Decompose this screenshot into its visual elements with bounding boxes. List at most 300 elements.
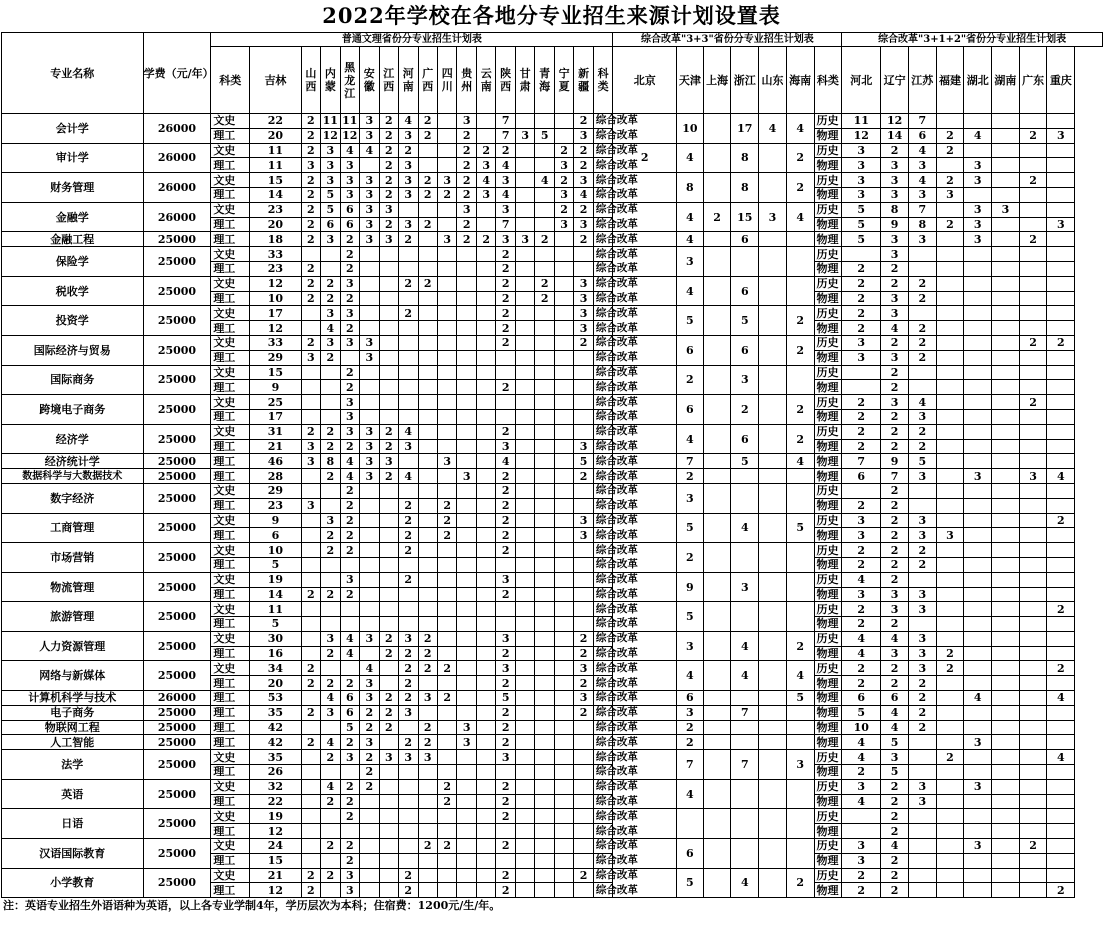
plan-count: 3 [842,335,881,350]
plan-count [418,321,437,336]
plan-count [1019,602,1047,617]
plan-count [936,572,964,587]
plan-count [992,350,1020,365]
plan-count: 2 [496,483,515,498]
reform-type: 综合改革 [593,173,613,188]
plan-count [399,365,418,380]
major-fee: 25000 [143,247,211,277]
major-name: 法学 [2,750,144,780]
plan-count [908,365,936,380]
plan-count: 2 [574,158,593,173]
plan-count [515,187,534,202]
plan-count [703,365,731,395]
plan-count: 3 [881,350,909,365]
plan-count: 14 [250,187,301,202]
subject-type: 理工 [211,261,250,276]
major-name: 金融工程 [2,232,144,247]
plan-count: 2 [496,247,515,262]
plan-count [964,853,992,868]
plan-count [399,720,418,735]
plan-count: 2 [457,187,476,202]
major-fee: 25000 [143,483,211,513]
plan-count [554,247,573,262]
plan-count [515,794,534,809]
plan-count: 7 [677,454,704,469]
plan-count [535,557,554,572]
plan-count [476,321,495,336]
plan-count [515,839,534,854]
plan-count [418,335,437,350]
plan-count [457,661,476,676]
plan-count [418,291,437,306]
plan-count: 2 [301,661,320,676]
plan-count [535,809,554,824]
plan-count [936,335,964,350]
reform-type: 综合改革 [593,676,613,691]
plan-count [515,868,534,883]
plan-count: 20 [250,676,301,691]
plan-count [759,705,787,720]
plan-count [1019,705,1047,720]
plan-count: 12 [881,114,909,129]
plan-count [1047,631,1075,646]
plan-count [321,483,340,498]
plan-count: 4 [1047,750,1075,765]
plan-count: 5 [677,868,704,898]
plan-count: 5 [574,454,593,469]
subject-type: 文史 [211,247,250,262]
subject-type: 理工 [211,883,250,898]
reform-type: 综合改革 [593,720,613,735]
plan-count [554,261,573,276]
plan-count [574,824,593,839]
plan-count [457,247,476,262]
reform-type: 综合改革 [593,350,613,365]
plan-count [418,306,437,321]
plan-count: 3 [399,187,418,202]
plan-count [574,498,593,513]
plan-count: 3 [881,602,909,617]
header-province: 甘肃 [515,47,534,114]
plan-count: 3 [677,705,704,720]
plan-count [379,513,398,528]
plan-count [759,247,787,277]
plan-count: 4 [677,661,704,691]
plan-count [1019,779,1047,794]
plan-count [399,557,418,572]
plan-count [574,617,593,632]
plan-count [1047,676,1075,691]
plan-count [964,528,992,543]
plan-count: 3 [496,750,515,765]
plan-count: 2 [418,276,437,291]
plan-count: 2 [437,779,456,794]
plan-count: 3 [418,750,437,765]
plan-count: 2 [399,498,418,513]
plan-count [399,395,418,410]
plan-count [703,868,731,898]
plan-count: 2 [881,676,909,691]
plan-count: 4 [340,469,359,484]
plan-count: 2 [321,528,340,543]
plan-count [842,483,881,498]
plan-count: 12 [250,276,301,291]
plan-count: 2 [379,143,398,158]
plan-count: 4 [731,661,759,691]
major-fee: 25000 [143,661,211,691]
reform-type: 综合改革 [593,543,613,558]
plan-count: 2 [881,513,909,528]
plan-count [1047,498,1075,513]
plan-count: 2 [399,661,418,676]
plan-count [964,454,992,469]
subject-type: 理工 [211,528,250,543]
plan-count: 2 [360,720,379,735]
plan-count: 4 [908,395,936,410]
plan-count [418,424,437,439]
plan-count: 3 [301,158,320,173]
header-group-regular: 普通文理省份分专业招生计划表 [211,33,613,47]
plan-count: 29 [250,483,301,498]
plan-count: 2 [379,158,398,173]
plan-count [554,335,573,350]
plan-count: 7 [908,202,936,217]
plan-count [1019,454,1047,469]
plan-count [842,380,881,395]
plan-count [992,631,1020,646]
plan-count: 2 [496,809,515,824]
plan-count [399,809,418,824]
subject-type: 文史 [211,483,250,498]
plan-count [992,143,1020,158]
plan-count: 4 [677,779,704,809]
plan-count: 2 [340,779,359,794]
plan-count: 8 [677,173,704,203]
plan-count: 2 [321,868,340,883]
major-name: 国际经济与贸易 [2,335,144,365]
plan-count [399,350,418,365]
plan-count: 2 [340,291,359,306]
plan-count: 2 [301,143,320,158]
reform-type: 综合改革 [593,572,613,587]
plan-count [535,572,554,587]
plan-count: 2 [496,513,515,528]
plan-count: 3 [321,232,340,247]
plan-count [992,528,1020,543]
major-fee: 25000 [143,335,211,365]
plan-count [964,424,992,439]
plan-count [418,513,437,528]
plan-count [418,587,437,602]
plan-count: 2 [574,143,593,158]
header-province: 安徽 [360,47,379,114]
reform-type: 综合改革 [593,306,613,321]
plan-count [936,794,964,809]
plan-count [759,750,787,780]
plan-count: 12 [321,128,340,143]
plan-count [379,824,398,839]
plan-count: 2 [340,483,359,498]
plan-count [457,631,476,646]
reform-type: 综合改革 [593,750,613,765]
plan-count: 4 [340,646,359,661]
plan-count [759,572,787,602]
plan-count [554,291,573,306]
plan-count [786,276,814,306]
plan-count [936,247,964,262]
plan-count: 2 [379,128,398,143]
subject-type: 历史 [814,868,842,883]
plan-count [1019,557,1047,572]
header-province: 重庆 [1047,47,1075,114]
plan-count [321,380,340,395]
plan-count [759,232,787,247]
plan-count [301,765,320,780]
table-row [2,779,1103,794]
plan-count [936,202,964,217]
plan-count [1047,202,1075,217]
plan-count: 2 [496,528,515,543]
plan-count [535,321,554,336]
plan-count: 2 [936,750,964,765]
plan-count: 2 [340,809,359,824]
plan-count: 3 [457,735,476,750]
plan-count: 2 [301,232,320,247]
plan-count [399,409,418,424]
plan-count: 3 [881,395,909,410]
footnote: 注：英语专业招生外语语种为英语，以上各专业学制4年，学历层次为本科；住宿费：1200元/生/年。 [3,899,501,913]
plan-count [535,750,554,765]
plan-count [515,114,534,129]
plan-count [399,321,418,336]
plan-count [437,350,456,365]
plan-count: 3 [574,217,593,232]
plan-count: 2 [301,261,320,276]
plan-count: 3 [908,779,936,794]
plan-count [535,143,554,158]
plan-count: 3 [379,202,398,217]
plan-count [1047,114,1075,129]
plan-count: 2 [842,291,881,306]
plan-count: 2 [379,439,398,454]
subject-type: 文史 [211,839,250,854]
reform-type: 综合改革 [593,617,613,632]
plan-count: 2 [321,291,340,306]
plan-count [535,498,554,513]
plan-count [1019,291,1047,306]
plan-count [535,705,554,720]
plan-count [496,617,515,632]
plan-count: 3 [360,114,379,129]
plan-count [418,261,437,276]
plan-count [992,853,1020,868]
plan-count: 4 [842,735,881,750]
plan-count [535,187,554,202]
subject-type: 文史 [211,868,250,883]
plan-count: 4 [908,143,936,158]
plan-count [515,217,534,232]
plan-count [476,543,495,558]
plan-count: 3 [437,232,456,247]
plan-count [399,483,418,498]
plan-count [786,365,814,395]
plan-count: 11 [340,114,359,129]
major-fee: 25000 [143,631,211,661]
plan-count: 2 [476,143,495,158]
reform-type: 综合改革 [593,454,613,469]
plan-count: 3 [340,335,359,350]
plan-count: 2 [399,646,418,661]
plan-count: 2 [399,676,418,691]
plan-count [379,483,398,498]
major-name: 旅游管理 [2,602,144,632]
plan-count [992,705,1020,720]
plan-count: 2 [301,705,320,720]
plan-count [1019,676,1047,691]
plan-count: 4 [842,572,881,587]
plan-count [457,676,476,691]
plan-count: 2 [881,380,909,395]
subject-type: 文史 [211,602,250,617]
reform-type: 综合改革 [593,335,613,350]
plan-count [936,454,964,469]
plan-count [535,779,554,794]
plan-count: 5 [677,513,704,543]
plan-count [1047,454,1075,469]
plan-count [457,276,476,291]
plan-count: 7 [881,469,909,484]
subject-type: 物理 [814,380,842,395]
plan-count: 2 [418,114,437,129]
plan-count [476,469,495,484]
plan-count: 3 [360,335,379,350]
plan-count [554,809,573,824]
plan-count [476,661,495,676]
plan-count: 2 [908,335,936,350]
plan-count [535,483,554,498]
plan-count [476,779,495,794]
plan-count [554,557,573,572]
plan-count: 2 [321,350,340,365]
plan-count [908,247,936,262]
plan-count [703,513,731,543]
subject-type: 文史 [211,143,250,158]
plan-count [476,128,495,143]
plan-count [1047,839,1075,854]
plan-count: 2 [908,691,936,706]
plan-count: 3 [340,173,359,188]
subject-type: 理工 [211,646,250,661]
plan-count: 3 [418,691,437,706]
plan-count: 3 [321,705,340,720]
subject-type: 物理 [814,528,842,543]
plan-count [964,114,992,129]
major-name: 小学教育 [2,868,144,898]
plan-count: 2 [842,765,881,780]
plan-count [703,424,731,454]
plan-count: 3 [574,321,593,336]
plan-count: 2 [908,321,936,336]
plan-count: 6 [731,276,759,306]
plan-count [554,572,573,587]
plan-count: 3 [360,202,379,217]
plan-count [340,350,359,365]
plan-count [399,839,418,854]
plan-count [399,779,418,794]
plan-count: 9 [250,380,301,395]
plan-count: 11 [250,158,301,173]
plan-count: 5 [881,735,909,750]
plan-count [936,824,964,839]
plan-count: 3 [964,735,992,750]
plan-count: 3 [554,187,573,202]
major-name: 经济学 [2,424,144,454]
plan-count [992,365,1020,380]
plan-count [964,794,992,809]
plan-count [321,247,340,262]
plan-count [379,365,398,380]
plan-count [437,631,456,646]
plan-count [574,587,593,602]
plan-count [964,143,992,158]
plan-count: 3 [964,232,992,247]
plan-count: 2 [399,143,418,158]
major-fee: 25000 [143,454,211,469]
plan-count: 3 [908,661,936,676]
plan-count: 2 [399,232,418,247]
plan-count: 3 [677,483,704,513]
plan-count: 3 [881,187,909,202]
plan-count: 5 [250,557,301,572]
plan-count: 17 [250,306,301,321]
plan-count [964,380,992,395]
plan-count [437,809,456,824]
plan-count: 2 [842,498,881,513]
plan-count: 34 [250,661,301,676]
plan-count [360,380,379,395]
subject-type: 物理 [814,498,842,513]
plan-count [992,557,1020,572]
header-type: 科类 [814,47,842,114]
plan-count [418,868,437,883]
plan-count: 2 [340,676,359,691]
plan-count [379,409,398,424]
plan-count: 2 [677,735,704,750]
header-province: 四川 [437,47,456,114]
plan-count: 8 [731,143,759,173]
plan-count [476,735,495,750]
plan-count [1047,587,1075,602]
plan-count: 3 [881,158,909,173]
header-province: 新疆 [574,47,593,114]
plan-count: 2 [496,543,515,558]
plan-count: 2 [1047,602,1075,617]
plan-count [936,291,964,306]
plan-count [1047,646,1075,661]
table-row [2,720,1103,735]
plan-count [515,617,534,632]
plan-count [437,824,456,839]
plan-count: 2 [340,794,359,809]
plan-count [437,557,456,572]
plan-count [964,572,992,587]
plan-count: 2 [496,498,515,513]
subject-type: 物理 [814,128,842,143]
plan-count: 3 [379,232,398,247]
plan-count [515,395,534,410]
reform-type: 综合改革 [593,247,613,262]
plan-count: 2 [301,128,320,143]
